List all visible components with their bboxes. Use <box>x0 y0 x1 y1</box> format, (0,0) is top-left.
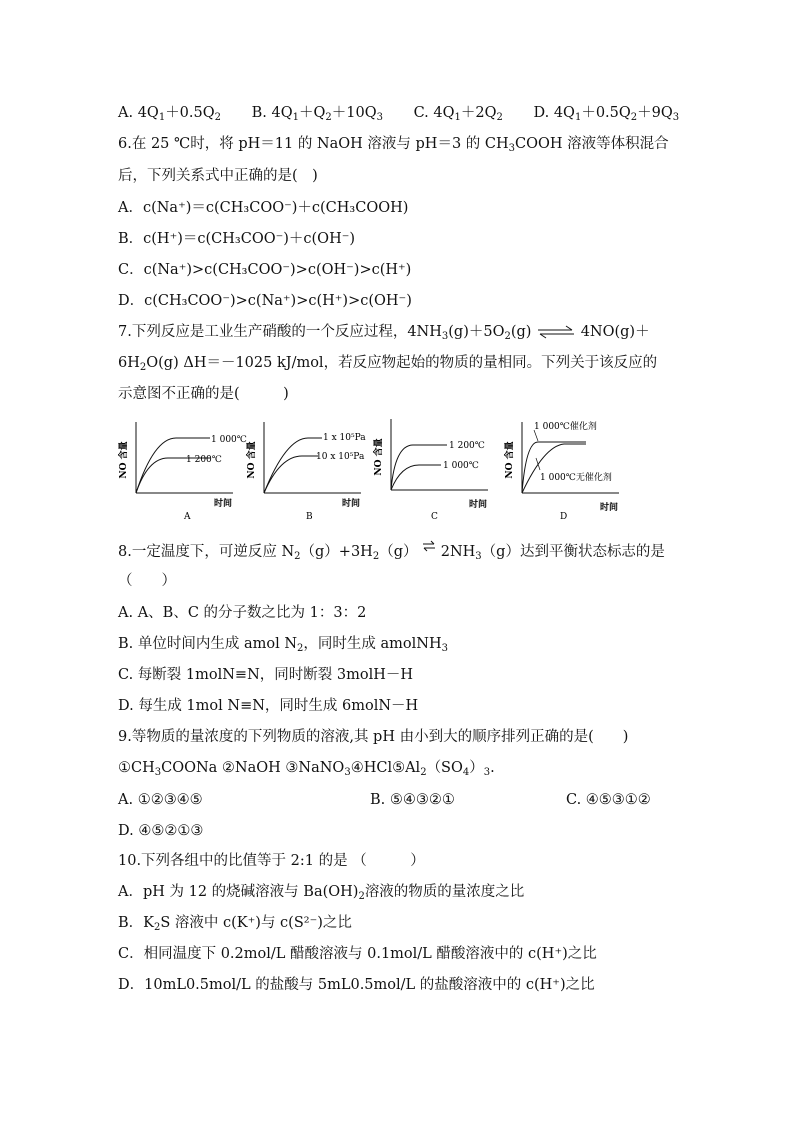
graph-b-curve-1 <box>264 438 320 493</box>
q6-stem-line2: 后，下列关系式中正确的是( ) <box>118 168 318 184</box>
q6-option-b[interactable]: B．c(H⁺)＝c(CH₃COO⁻)＋c(OH⁻) <box>118 231 356 247</box>
graph-a-label-1: 1 000℃ <box>211 435 247 445</box>
graph-a-curve-1 <box>136 438 210 493</box>
q7-stem-line3: 示意图不正确的是( ) <box>118 386 289 402</box>
equilibrium-arrow-icon <box>536 325 576 339</box>
graph-c-xlabel: 时间 <box>469 500 488 510</box>
q6-option-a[interactable]: A．c(Na⁺)＝c(CH₃COO⁻)＋c(CH₃COOH) <box>118 200 409 216</box>
graph-d-ylabel: NO 含量 <box>505 441 515 479</box>
q10-option-a[interactable]: A．pH 为 12 的烧碱溶液与 $Ba(OH)_2$溶液的物质的量浓度之比 <box>118 884 525 902</box>
graph-d-label-1: 1 000℃催化剂 <box>534 422 597 432</box>
graph-a-letter: A <box>184 512 191 522</box>
graph-c-label-1: 1 200℃ <box>449 441 485 451</box>
graph-d-xlabel: 时间 <box>600 503 619 513</box>
graph-d-label-2: 1 000℃无催化剂 <box>540 473 612 483</box>
graph-c-ylabel: NO 含量 <box>374 438 384 476</box>
graph-a-ylabel: NO 含量 <box>119 441 129 479</box>
graph-a-xlabel: 时间 <box>214 499 233 509</box>
graph-b-label-2: 10 x 10⁵Pa <box>316 452 365 462</box>
graph-c-label-2: 1 000℃ <box>443 461 479 471</box>
q10-option-d[interactable]: D．10mL0.5mol/L 的盐酸与 5mL0.5mol/L 的盐酸溶液中的 c(H⁺)之比 <box>118 977 595 993</box>
graph-b[interactable] <box>246 418 371 523</box>
graph-c-curve-1 <box>391 445 447 490</box>
q8-option-b[interactable]: B. 单位时间内生成 amol $N_2$，同时生成 amolNH$_3$ <box>118 636 448 654</box>
q10-option-c[interactable]: C．相同温度下 0.2mol/L 醋酸溶液与 0.1mol/L 醋酸溶液中的 c(H⁺)之比 <box>118 946 597 962</box>
q10-stem: 10.下列各组中的比值等于 2:1 的是 （ ） <box>118 853 425 869</box>
graph-d-curve-1 <box>522 442 586 493</box>
q5-option-b[interactable]: B. $4Q_1+Q_2+10Q_3$ <box>251 105 383 123</box>
reversible-arrow-icon <box>422 540 436 554</box>
q8-stem-line1: 8.一定温度下，可逆反应 $N_2(g)+3H_2(g)$ $2NH_3(g)$达到平衡状态标志的是 <box>118 540 665 562</box>
graph-d[interactable] <box>504 418 629 523</box>
q6-stem-line1: 6.在 25 ℃时，将 pH＝11 的 NaOH 溶液与 pH＝3 的 $CH_3COOH$ 溶液等体积混合 <box>118 136 669 154</box>
q6-option-d[interactable]: D．c(CH₃COO⁻)>c(Na⁺)>c(H⁺)>c(OH⁻) <box>118 293 412 309</box>
q7-graphs <box>118 418 628 523</box>
q9-option-a[interactable]: A. ①②③④⑤ <box>118 792 203 808</box>
q8-option-c[interactable]: C. 每断裂 1molN≡N，同时断裂 3molH－H <box>118 667 414 683</box>
graph-d-letter: D <box>560 512 568 522</box>
q9-substance-list: $①CH_3COONa$ ②NaOH $③NaNO_3④HCl⑤Al_2(SO_4)_3$. <box>118 760 495 778</box>
graph-c[interactable] <box>373 415 498 523</box>
q8-stem-line2: （ ） <box>118 573 176 589</box>
graph-b-letter: B <box>306 512 313 522</box>
q7-stem-line1: 7.下列反应是工业生产硝酸的一个反应过程，$4NH_3(g)+5O_2(g)$ 4NO(g)＋ <box>118 324 650 342</box>
q8-option-a[interactable]: A. A、B、C 的分子数之比为 1：3：2 <box>118 605 367 621</box>
q9-option-d[interactable]: D. ④⑤②①③ <box>118 823 204 839</box>
graph-b-ylabel: NO 含量 <box>247 441 257 479</box>
graph-b-label-1: 1 x 10⁵Pa <box>323 433 366 443</box>
q7-stem-line2: $6H_2O(g)$ ΔH＝－1025 kJ/mol，若反应物起始的物质的量相同。下列关于该反应的 <box>118 355 658 373</box>
graph-c-curve-2 <box>391 465 441 490</box>
q5-option-d[interactable]: D. $4Q_1+0.5Q_2+9Q_3$ <box>533 105 680 123</box>
graph-d-curve-2 <box>522 444 586 493</box>
q5-option-a[interactable]: A. $4Q_1+0.5Q_2$ <box>118 105 222 123</box>
q8-option-d[interactable]: D. 每生成 1mol N≡N，同时生成 6molN－H <box>118 698 419 714</box>
graph-c-letter: C <box>431 512 438 522</box>
q6-option-c[interactable]: C．c(Na⁺)>c(CH₃COO⁻)>c(OH⁻)>c(H⁺) <box>118 262 412 278</box>
graph-a[interactable] <box>118 418 247 523</box>
q9-option-c[interactable]: C. ④⑤③①② <box>566 792 651 808</box>
q5-options <box>118 103 679 123</box>
q10-option-b[interactable]: B．$K_2S$ 溶液中 c(K⁺)与 c(S²⁻)之比 <box>118 915 352 933</box>
q9-stem: 9.等物质的量浓度的下列物质的溶液,其 pH 由小到大的顺序排列正确的是( ) <box>118 729 629 745</box>
graph-b-xlabel: 时间 <box>342 499 361 509</box>
q9-option-b[interactable]: B. ⑤④③②① <box>370 792 455 808</box>
graph-a-label-2: 1 200℃ <box>186 455 222 465</box>
q5-option-c[interactable]: C. $4Q_1+2Q_2$ <box>413 105 503 123</box>
